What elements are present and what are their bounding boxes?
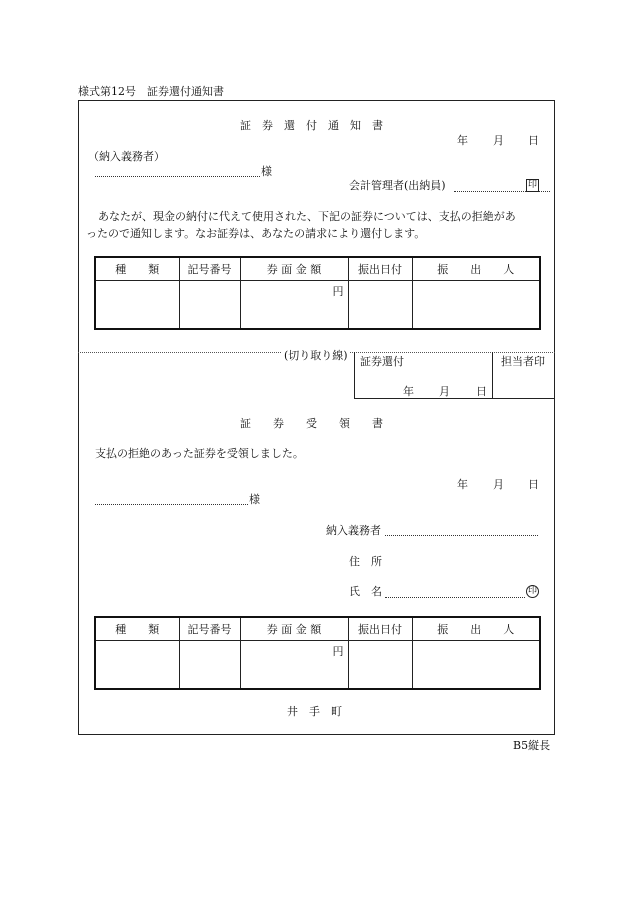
payer-honorific: 様 bbox=[261, 165, 272, 178]
cell-issuer bbox=[412, 281, 540, 330]
receipt-title: 証 券 受 領 書 bbox=[240, 417, 383, 430]
cell-issue-date bbox=[348, 641, 412, 690]
notice-date-day: 日 bbox=[528, 134, 539, 147]
table-header-row bbox=[95, 257, 540, 281]
cell-issue-date bbox=[348, 281, 412, 330]
receipt-addressee-line bbox=[95, 504, 248, 505]
payer-name-line bbox=[95, 176, 260, 177]
col-number: 記号番号 bbox=[179, 617, 240, 641]
notice-body-line1: あなたが、現金の納付に代えて使用された、下記の証券については、支払の拒絶があ bbox=[98, 210, 516, 223]
stamp-box-month: 月 bbox=[439, 385, 450, 398]
receipt-address-label: 住 所 bbox=[349, 555, 382, 568]
paper-size-note: B5縦長 bbox=[513, 739, 551, 752]
receipt-date-day: 日 bbox=[528, 478, 539, 491]
form-number-caption: 様式第12号 証券還付通知書 bbox=[78, 85, 224, 98]
cell-type bbox=[95, 641, 179, 690]
stamp-box-title: 証券還付 bbox=[360, 355, 404, 368]
payer-label: （納入義務者） bbox=[88, 150, 165, 163]
notice-date-year: 年 bbox=[457, 134, 468, 147]
notice-date-month: 月 bbox=[493, 134, 504, 147]
table-row bbox=[95, 641, 540, 690]
cell-number bbox=[179, 281, 240, 330]
col-type: 種 類 bbox=[95, 257, 179, 281]
col-face-value: 券 面 金 額 bbox=[240, 257, 348, 281]
treasurer-seal-mark: 印 bbox=[527, 180, 537, 190]
stamp-box-officer-label: 担当者印 bbox=[501, 355, 545, 368]
treasurer-label: 会計管理者(出納員) bbox=[349, 179, 446, 192]
stamp-box-divider bbox=[492, 352, 493, 398]
stamp-box-day: 日 bbox=[476, 385, 487, 398]
receipt-payer-label: 納入義務者 bbox=[326, 524, 381, 537]
receipt-payer-line bbox=[385, 535, 538, 536]
returned-securities-table bbox=[94, 256, 541, 330]
col-type: 種 類 bbox=[95, 617, 179, 641]
col-issue-date: 振出日付 bbox=[348, 617, 412, 641]
receipt-name-label: 氏 名 bbox=[349, 585, 382, 598]
receipt-date-year: 年 bbox=[457, 478, 468, 491]
stamp-box-year: 年 bbox=[403, 385, 414, 398]
receipt-seal-mark: 印 bbox=[527, 586, 537, 596]
table-row bbox=[95, 281, 540, 330]
cell-issuer bbox=[412, 641, 540, 690]
col-issue-date: 振出日付 bbox=[348, 257, 412, 281]
cell-face-value-unit: 円 bbox=[240, 641, 348, 690]
notice-body-line2: ったので通知します。なお証券は、あなたの請求により還付します。 bbox=[86, 227, 426, 240]
issuer-town: 井 手 町 bbox=[287, 705, 342, 718]
cell-face-value-unit: 円 bbox=[240, 281, 348, 330]
col-issuer: 振 出 人 bbox=[412, 617, 540, 641]
cut-line-label: (切り取り線) bbox=[284, 349, 348, 362]
receipt-honorific: 様 bbox=[249, 493, 260, 506]
col-issuer: 振 出 人 bbox=[412, 257, 540, 281]
received-securities-table bbox=[94, 616, 541, 690]
cell-number bbox=[179, 641, 240, 690]
receipt-name-line bbox=[385, 597, 525, 598]
table-header-row bbox=[95, 617, 540, 641]
notice-title: 証 券 還 付 通 知 書 bbox=[240, 119, 383, 132]
cell-type bbox=[95, 281, 179, 330]
receipt-statement: 支払の拒絶のあった証券を受領しました。 bbox=[95, 447, 304, 460]
receipt-date-month: 月 bbox=[493, 478, 504, 491]
col-number: 記号番号 bbox=[179, 257, 240, 281]
col-face-value: 券 面 金 額 bbox=[240, 617, 348, 641]
